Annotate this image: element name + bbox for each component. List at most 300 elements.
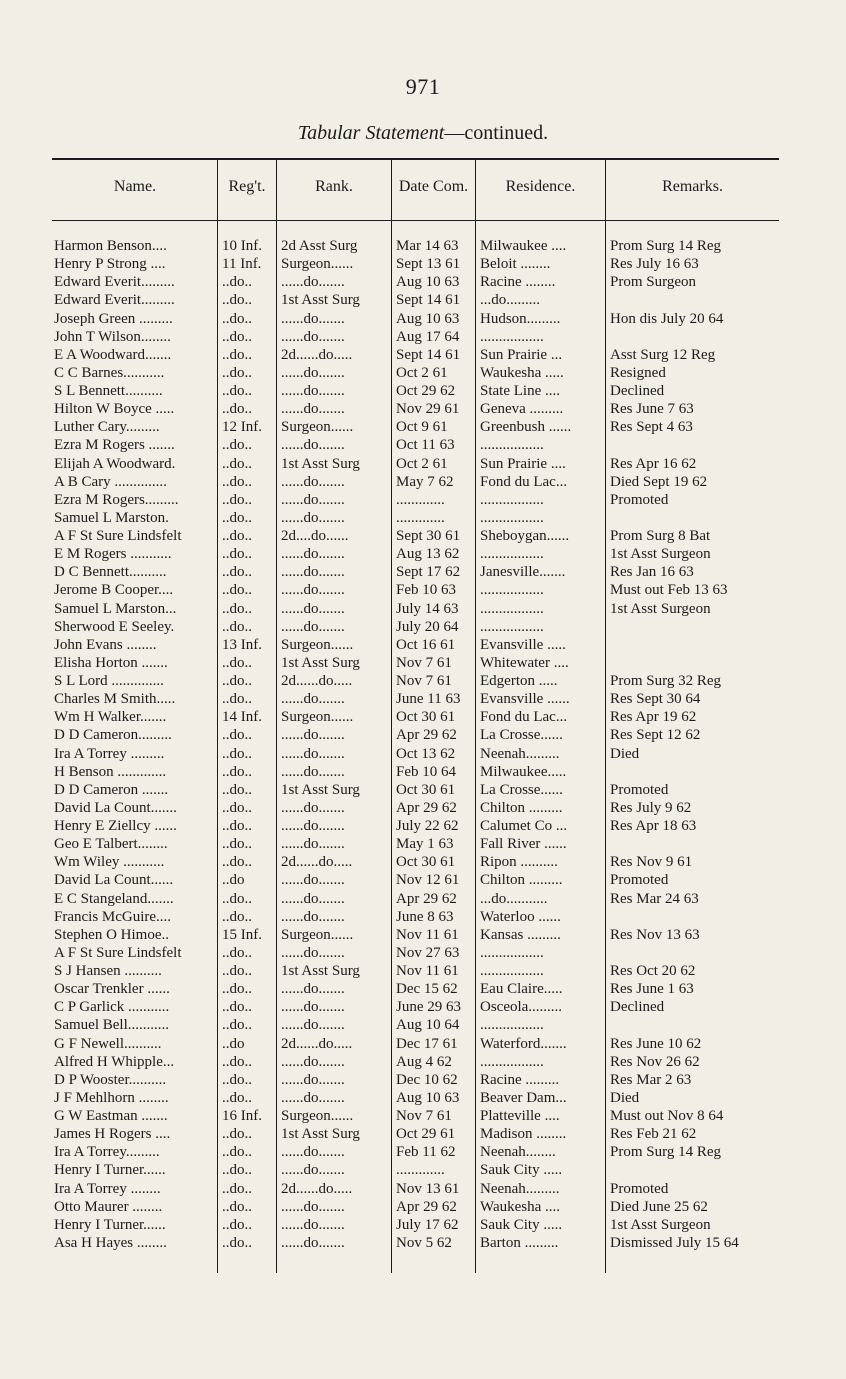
date-commissioned-cell: Oct 13 62 [396, 745, 456, 762]
remarks-cell: Res Nov 13 63 [610, 926, 700, 943]
regiment-cell: ..do.. [222, 310, 252, 327]
remarks-cell: Asst Surg 12 Reg [610, 346, 716, 363]
top-rule [52, 158, 779, 160]
regiment-cell: ..do.. [222, 401, 252, 418]
date-commissioned-cell: Oct 29 62 [396, 383, 456, 399]
regiment-cell: ..do.. [222, 890, 252, 907]
residence-cell: Sauk City ..... [480, 1162, 563, 1179]
regiment-cell: ..do.. [222, 564, 252, 581]
rank-cell: ......do....... [281, 491, 345, 508]
name-cell: A B Cary .............. [54, 473, 167, 490]
table-row [0, 1053, 846, 1071]
col-head-name: Name. [113, 178, 157, 195]
date-commissioned-cell: Sept 14 61 [396, 346, 461, 363]
name-cell: Henry I Turner...... [54, 1216, 166, 1233]
residence-cell: Waukesha ..... [480, 364, 564, 381]
table-row [0, 237, 846, 255]
table-row [0, 835, 846, 853]
rank-cell: ......do....... [281, 691, 345, 708]
name-cell: Sherwood E Seeley. [54, 618, 175, 635]
table-row [0, 600, 846, 618]
residence-cell: Waukesha .... [480, 1198, 561, 1215]
rank-cell: Surgeon...... [281, 419, 354, 436]
table-row [0, 527, 846, 545]
remarks-cell: 1st Asst Surgeon [610, 1216, 711, 1233]
residence-cell: Milwaukee .... [480, 238, 567, 254]
remarks-cell: Res Apr 18 63 [610, 818, 697, 834]
residence-cell: Chilton ......... [480, 872, 563, 889]
residence-cell: Janesville....... [480, 564, 566, 581]
remarks-cell: 1st Asst Surgeon [610, 546, 711, 563]
residence-cell: Hudson......... [480, 310, 561, 327]
residence-cell: Neenah......... [480, 1180, 560, 1197]
remarks-cell: Must out Feb 13 63 [610, 582, 728, 599]
name-cell: Oscar Trenkler ...... [54, 981, 170, 998]
rank-cell: ......do....... [281, 437, 345, 454]
regiment-cell: ..do.. [222, 600, 252, 617]
table-row [0, 400, 846, 418]
table-row [0, 962, 846, 980]
residence-cell: State Line .... [480, 383, 560, 399]
rank-cell: 1st Asst Surg [281, 1126, 360, 1143]
remarks-cell: Res Nov 9 61 [610, 854, 693, 871]
residence-cell: ...do........... [480, 890, 548, 907]
remarks-cell: Res July 16 63 [610, 256, 699, 273]
residence-cell: Chilton ......... [480, 799, 563, 816]
date-commissioned-cell: ............. [396, 1162, 445, 1179]
rank-cell: ......do....... [281, 872, 345, 889]
remarks-cell: Prom Surg 8 Bat [610, 528, 711, 544]
regiment-cell: ..do.. [222, 1216, 252, 1233]
date-commissioned-cell: Oct 16 61 [396, 636, 456, 653]
date-commissioned-cell: Nov 7 61 [396, 673, 452, 689]
name-cell: Wm Wiley ........... [54, 854, 165, 871]
rank-cell: ......do....... [281, 274, 345, 291]
residence-cell: Racine ......... [480, 1071, 560, 1088]
rank-cell: 1st Asst Surg [281, 455, 360, 472]
table-row [0, 944, 846, 962]
date-commissioned-cell: Oct 11 63 [396, 437, 455, 454]
rank-cell: Surgeon...... [281, 709, 354, 726]
residence-cell: Kansas ......... [480, 926, 561, 943]
regiment-cell: ..do.. [222, 1071, 252, 1088]
table-row [0, 745, 846, 763]
regiment-cell: ..do.. [222, 1017, 252, 1034]
rank-cell: ......do....... [281, 364, 345, 381]
title-rest: —continued. [444, 122, 549, 144]
residence-cell: Waterloo ...... [480, 908, 561, 925]
date-commissioned-cell: Aug 10 64 [396, 1017, 460, 1034]
residence-cell: Sun Prairie .... [480, 455, 566, 472]
remarks-cell: Died [610, 1089, 640, 1106]
rank-cell: 1st Asst Surg [281, 781, 360, 798]
residence-cell: ................. [480, 509, 544, 526]
rank-cell: ......do....... [281, 509, 345, 526]
rank-cell: Surgeon...... [281, 926, 354, 943]
regiment-cell: ..do.. [222, 654, 252, 671]
table-row [0, 980, 846, 998]
residence-cell: ................. [480, 1017, 544, 1034]
residence-cell: Geneva ......... [480, 401, 564, 418]
remarks-cell: Promoted [610, 781, 669, 798]
rank-cell: ......do....... [281, 546, 345, 563]
regiment-cell: ..do.. [222, 763, 252, 780]
residence-cell: ................. [480, 546, 544, 563]
rank-cell: Surgeon...... [281, 636, 354, 653]
name-cell: Alfred H Whipple... [54, 1053, 175, 1070]
table-row [0, 581, 846, 599]
regiment-cell: ..do.. [222, 1180, 252, 1197]
table-row [0, 563, 846, 581]
regiment-cell: 13 Inf. [222, 636, 262, 653]
rank-cell: ......do....... [281, 1216, 345, 1233]
regiment-cell: ..do.. [222, 999, 252, 1016]
remarks-cell: Prom Surgeon [610, 274, 696, 291]
name-cell: Otto Maurer ........ [54, 1198, 163, 1215]
remarks-cell: Res July 9 62 [610, 799, 692, 816]
header-rule [52, 220, 779, 221]
date-commissioned-cell: Feb 11 62 [396, 1144, 456, 1161]
regiment-cell: ..do.. [222, 673, 252, 689]
rank-cell: ......do....... [281, 1071, 345, 1088]
name-cell: Ezra M Rogers......... [54, 491, 179, 508]
name-cell: A F St Sure Lindsfelt [54, 528, 182, 544]
residence-cell: Edgerton ..... [480, 673, 558, 689]
regiment-cell: 12 Inf. [222, 419, 262, 436]
remarks-cell: Hon dis July 20 64 [610, 310, 724, 327]
remarks-cell: Died Sept 19 62 [610, 473, 708, 490]
regiment-cell: ..do.. [222, 618, 252, 635]
name-cell: Ira A Torrey ......... [54, 745, 165, 762]
name-cell: E C Stangeland....... [54, 890, 174, 907]
name-cell: Asa H Hayes ........ [54, 1234, 167, 1251]
rank-cell: ......do....... [281, 745, 345, 762]
date-commissioned-cell: Apr 29 62 [396, 890, 457, 907]
name-cell: D D Cameron......... [54, 727, 172, 744]
name-cell: E A Woodward....... [54, 346, 172, 363]
col-head-regt: Reg't. [228, 178, 266, 195]
remarks-cell: Prom Surg 32 Reg [610, 673, 721, 689]
name-cell: D C Bennett.......... [54, 564, 167, 581]
name-cell: G W Eastman ....... [54, 1108, 168, 1124]
date-commissioned-cell: Aug 4 62 [396, 1053, 452, 1070]
rank-cell: ......do....... [281, 600, 345, 617]
residence-cell: Milwaukee..... [480, 763, 567, 780]
table-row [0, 328, 846, 346]
table-row [0, 382, 846, 400]
name-cell: Edward Everit......... [54, 292, 175, 309]
rank-cell: ......do....... [281, 310, 345, 327]
date-commissioned-cell: ............. [396, 509, 445, 526]
name-cell: David La Count...... [54, 872, 174, 889]
remarks-cell: Res Sept 30 64 [610, 691, 701, 708]
table-row [0, 890, 846, 908]
remarks-cell: Declined [610, 999, 665, 1016]
rank-cell: ......do....... [281, 1089, 345, 1106]
name-cell: Samuel L Marston. [54, 509, 169, 526]
name-cell: Wm H Walker....... [54, 709, 167, 726]
name-cell: C C Barnes........... [54, 364, 165, 381]
regiment-cell: ..do.. [222, 491, 252, 508]
remarks-cell: Declined [610, 383, 665, 399]
rank-cell: 2d......do..... [281, 673, 353, 689]
remarks-cell: Prom Surg 14 Reg [610, 1144, 721, 1161]
table-row [0, 310, 846, 328]
date-commissioned-cell: July 22 62 [396, 818, 459, 834]
regiment-cell: ..do.. [222, 292, 252, 309]
regiment-cell: ..do.. [222, 944, 252, 961]
rank-cell: ......do....... [281, 328, 345, 345]
name-cell: Geo E Talbert........ [54, 836, 168, 853]
regiment-cell: ..do.. [222, 691, 252, 708]
residence-cell: ................. [480, 963, 544, 979]
regiment-cell: ..do.. [222, 1053, 252, 1070]
rank-cell: 2d......do..... [281, 346, 353, 363]
table-row [0, 998, 846, 1016]
regiment-cell: ..do.. [222, 745, 252, 762]
table-row [0, 1161, 846, 1179]
table-row [0, 763, 846, 781]
regiment-cell: ..do.. [222, 582, 252, 599]
name-cell: Ira A Torrey......... [54, 1144, 160, 1161]
regiment-cell: ..do.. [222, 799, 252, 816]
name-cell: Joseph Green ......... [54, 310, 173, 327]
residence-cell: ................. [480, 618, 544, 635]
table-row [0, 1089, 846, 1107]
regiment-cell: ..do.. [222, 473, 252, 490]
remarks-cell: Died [610, 745, 640, 762]
rank-cell: ......do....... [281, 908, 345, 925]
rank-cell: ......do....... [281, 582, 345, 599]
table-row [0, 346, 846, 364]
date-commissioned-cell: July 14 63 [396, 600, 459, 617]
regiment-cell: ..do.. [222, 528, 252, 544]
table-row [0, 418, 846, 436]
date-commissioned-cell: Oct 30 61 [396, 709, 456, 726]
table-row [0, 291, 846, 309]
residence-cell: ................. [480, 437, 544, 454]
date-commissioned-cell: Nov 7 61 [396, 1108, 452, 1124]
remarks-cell: Res Oct 20 62 [610, 963, 696, 979]
remarks-cell: 1st Asst Surgeon [610, 600, 711, 617]
name-cell: Henry E Ziellcy ...... [54, 818, 177, 834]
table-row [0, 473, 846, 491]
name-cell: Stephen O Himoe.. [54, 926, 169, 943]
remarks-cell: Res Mar 2 63 [610, 1071, 692, 1088]
rank-cell: ......do....... [281, 818, 345, 834]
regiment-cell: ..do.. [222, 328, 252, 345]
regiment-cell: ..do.. [222, 908, 252, 925]
residence-cell: Platteville .... [480, 1108, 560, 1124]
table-row [0, 708, 846, 726]
remarks-cell: Res June 10 62 [610, 1035, 702, 1052]
table-row [0, 926, 846, 944]
name-cell: A F St Sure Lindsfelt [54, 944, 182, 961]
date-commissioned-cell: Apr 29 62 [396, 799, 457, 816]
date-commissioned-cell: Nov 29 61 [396, 401, 460, 418]
date-commissioned-cell: Nov 12 61 [396, 872, 460, 889]
residence-cell: Barton ......... [480, 1234, 559, 1251]
name-cell: Ira A Torrey ........ [54, 1180, 161, 1197]
rank-cell: 1st Asst Surg [281, 292, 360, 309]
date-commissioned-cell: Nov 7 61 [396, 654, 452, 671]
page-title [0, 122, 846, 145]
remarks-cell: Res Sept 4 63 [610, 419, 693, 436]
residence-cell: Neenah......... [480, 745, 560, 762]
table-row [0, 1071, 846, 1089]
name-cell: Harmon Benson.... [54, 238, 167, 254]
table-row [0, 1035, 846, 1053]
regiment-cell: ..do.. [222, 437, 252, 454]
rank-cell: ......do....... [281, 1144, 345, 1161]
rank-cell: Surgeon...... [281, 1108, 354, 1124]
regiment-cell: ..do.. [222, 1234, 252, 1251]
regiment-cell: ..do.. [222, 1198, 252, 1215]
table-row [0, 654, 846, 672]
name-cell: Elisha Horton ....... [54, 654, 168, 671]
name-cell: John T Wilson........ [54, 328, 171, 345]
residence-cell: Whitewater .... [480, 654, 569, 671]
rank-cell: Surgeon...... [281, 256, 354, 273]
table-row [0, 618, 846, 636]
date-commissioned-cell: June 8 63 [396, 908, 454, 925]
rank-cell: ......do....... [281, 836, 345, 853]
regiment-cell: ..do.. [222, 455, 252, 472]
name-cell: Francis McGuire.... [54, 908, 172, 925]
rank-cell: ......do....... [281, 1234, 345, 1251]
name-cell: Samuel Bell........... [54, 1017, 169, 1034]
rank-cell: ......do....... [281, 1162, 345, 1179]
name-cell: Samuel L Marston... [54, 600, 177, 617]
residence-cell: ................. [480, 1053, 544, 1070]
residence-cell: Ripon .......... [480, 854, 558, 871]
regiment-cell: ..do.. [222, 854, 252, 871]
date-commissioned-cell: Nov 11 61 [396, 963, 459, 979]
name-cell: J F Mehlhorn ........ [54, 1089, 169, 1106]
residence-cell: ...do......... [480, 292, 540, 309]
name-cell: Charles M Smith..... [54, 691, 176, 708]
date-commissioned-cell: Nov 27 63 [396, 944, 460, 961]
regiment-cell: ..do.. [222, 364, 252, 381]
residence-cell: Fond du Lac... [480, 709, 568, 726]
name-cell: Henry P Strong .... [54, 256, 166, 273]
table-row [0, 1216, 846, 1234]
name-cell: D P Wooster.......... [54, 1071, 167, 1088]
remarks-cell: Promoted [610, 1180, 669, 1197]
table-row [0, 545, 846, 563]
table-row [0, 853, 846, 871]
residence-cell: Racine ........ [480, 274, 556, 291]
residence-cell: Calumet Co ... [480, 818, 568, 834]
remarks-cell: Res Jan 16 63 [610, 564, 694, 581]
rank-cell: ......do....... [281, 473, 345, 490]
residence-cell: ................. [480, 600, 544, 617]
regiment-cell: ..do.. [222, 1126, 252, 1143]
rank-cell: ......do....... [281, 1053, 345, 1070]
name-cell: D D Cameron ....... [54, 781, 169, 798]
residence-cell: ................. [480, 944, 544, 961]
regiment-cell: ..do [222, 1035, 245, 1052]
date-commissioned-cell: Aug 10 63 [396, 310, 460, 327]
regiment-cell: ..do.. [222, 818, 252, 834]
regiment-cell: ..do.. [222, 509, 252, 526]
name-cell: G F Newell.......... [54, 1035, 162, 1052]
table-row [0, 1125, 846, 1143]
date-commissioned-cell: Sept 17 62 [396, 564, 461, 581]
residence-cell: Sauk City ..... [480, 1216, 563, 1233]
remarks-cell: Res Feb 21 62 [610, 1126, 697, 1143]
residence-cell: La Crosse...... [480, 781, 563, 798]
col-head-date: Date Com. [398, 178, 469, 195]
date-commissioned-cell: May 7 62 [396, 473, 454, 490]
residence-cell: Evansville ..... [480, 636, 566, 653]
residence-cell: Osceola......... [480, 999, 563, 1016]
table-row [0, 690, 846, 708]
regiment-cell: ..do.. [222, 274, 252, 291]
remarks-cell: Res Apr 19 62 [610, 709, 697, 726]
rank-cell: ......do....... [281, 727, 345, 744]
residence-cell: ................. [480, 491, 544, 508]
name-cell: David La Count....... [54, 799, 177, 816]
regiment-cell: ..do.. [222, 963, 252, 979]
regiment-cell: 15 Inf. [222, 926, 262, 943]
name-cell: Ezra M Rogers ....... [54, 437, 175, 454]
date-commissioned-cell: Nov 11 61 [396, 926, 459, 943]
date-commissioned-cell: Oct 2 61 [396, 364, 448, 381]
page-number: 971 [405, 74, 441, 99]
date-commissioned-cell: Oct 9 61 [396, 419, 448, 436]
table-row [0, 1180, 846, 1198]
residence-cell: Eau Claire..... [480, 981, 563, 998]
name-cell: Jerome B Cooper.... [54, 582, 174, 599]
rank-cell: 2d......do..... [281, 1180, 353, 1197]
residence-cell: Waterford....... [480, 1035, 567, 1052]
regiment-cell: ..do.. [222, 346, 252, 363]
remarks-cell: Res Nov 26 62 [610, 1053, 700, 1070]
table-row [0, 364, 846, 382]
rank-cell: ......do....... [281, 1198, 345, 1215]
remarks-cell: Died June 25 62 [610, 1198, 708, 1215]
name-cell: Hilton W Boyce ..... [54, 401, 175, 418]
date-commissioned-cell: Feb 10 63 [396, 582, 456, 599]
date-commissioned-cell: May 1 63 [396, 836, 454, 853]
residence-cell: ................. [480, 328, 544, 345]
rank-cell: 2d......do..... [281, 854, 353, 871]
rank-cell: 1st Asst Surg [281, 654, 360, 671]
col-head-remarks: Remarks. [662, 178, 723, 195]
name-cell: H Benson ............. [54, 763, 167, 780]
rank-cell: ......do....... [281, 763, 345, 780]
residence-cell: Sheboygan...... [480, 528, 570, 544]
residence-cell: Madison ........ [480, 1126, 567, 1143]
name-cell: Henry I Turner...... [54, 1162, 166, 1179]
regiment-cell: 16 Inf. [222, 1108, 262, 1124]
residence-cell: La Crosse...... [480, 727, 563, 744]
rank-cell: 2d....do...... [281, 528, 349, 544]
table-row [0, 1016, 846, 1034]
col-head-residence: Residence. [505, 178, 576, 195]
name-cell: Luther Cary......... [54, 419, 160, 436]
name-cell: C P Garlick ........... [54, 999, 170, 1016]
table-row [0, 871, 846, 889]
date-commissioned-cell: July 20 64 [396, 618, 459, 635]
date-commissioned-cell: Apr 29 62 [396, 727, 457, 744]
rank-cell: 2d Asst Surg [281, 238, 358, 254]
date-commissioned-cell: Dec 17 61 [396, 1035, 458, 1052]
regiment-cell: ..do.. [222, 1089, 252, 1106]
rank-cell: ......do....... [281, 564, 345, 581]
date-commissioned-cell: Nov 5 62 [396, 1234, 452, 1251]
